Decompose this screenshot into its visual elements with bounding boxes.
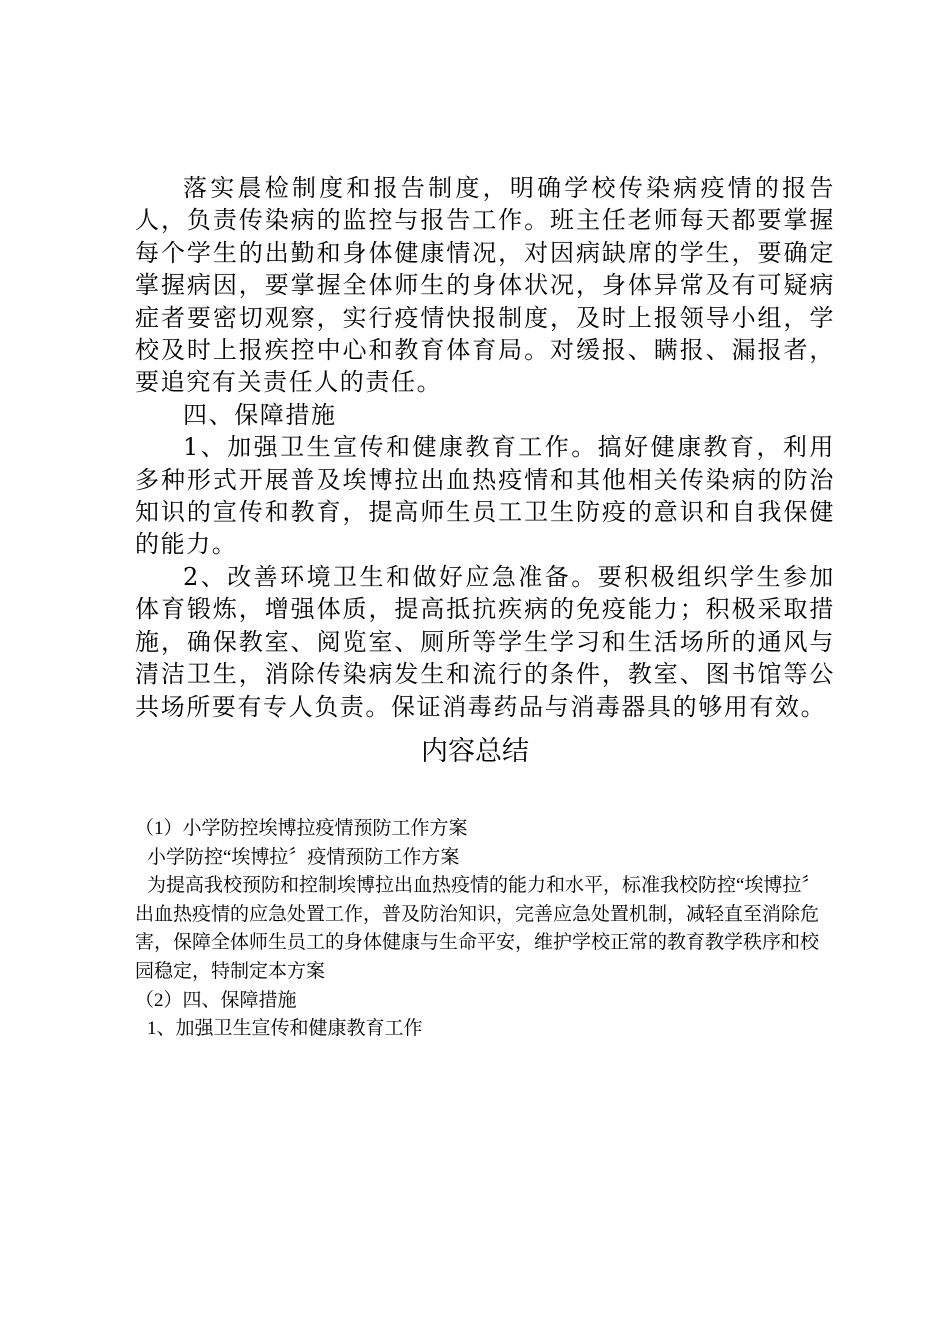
- summary-line-5: 1、加强卫生宣传和健康教育工作: [147, 1018, 423, 1040]
- paragraph-morning-check: 落实晨检制度和报告制度，明确学校传染病疫情的报告人，负责传染病的监控与报告工作。班主任老师每天都要掌握每个学生的出勤和身体健康情况，对因病缺席的学生，要确定掌握病因，要掌握全体师生的身体状况，身体异常及有可疑病症者要密切观察，实行疫情快报制度，及时上报领导小组，学校及时上报疾控中心和教育体育局。对缓报、瞒报、漏报者，要追究有关责任人的责任。: [135, 174, 835, 397]
- paragraph-environment-hygiene: 2、改善环境卫生和做好应急准备。要积极组织学生参加体育锻炼，增强体质，提高抵抗疾病的免疫能力；积极采取措施，确保教室、阅览室、厕所等学生学习和生活场所的通风与清洁卫生，消除传染病发生和流行的条件，教室、图书馆等公共场所要有专人负责。保证消毒药品与消毒器具的够用有效。: [135, 562, 835, 721]
- summary-section: [135, 815, 825, 1044]
- paragraph-health-education: 1、加强卫生宣传和健康教育工作。搞好健康教育，利用多种形式开展普及埃博拉出血热疫情和其他相关传染病的防治知识的宣传和教育，提高师生员工卫生防疫的意识和自我保健的能力。: [135, 433, 835, 559]
- summary-heading: 内容总结: [421, 736, 529, 767]
- summary-line-4: （2）四、保障措施: [135, 989, 297, 1011]
- summary-line-1: （1）小学防控埃博拉疫情预防工作方案: [135, 818, 468, 839]
- summary-line-3: 为提高我校预防和控制埃博拉出血热疫情的能力和水平，标准我校防控“埃博拉〞出血热疫情的应急处置工作，普及防治知识，完善应急处置机制，减轻直至消除危害，保障全体师生员工的身体健康与生命平安，维护学校正常的教育教学秩序和校园稳定，特制定本方案: [135, 875, 821, 982]
- summary-line-2: 小学防控“埃博拉〞疫情预防工作方案: [147, 846, 460, 868]
- section-heading-safeguards: 四、保障措施: [183, 400, 337, 429]
- body-text: [135, 172, 835, 723]
